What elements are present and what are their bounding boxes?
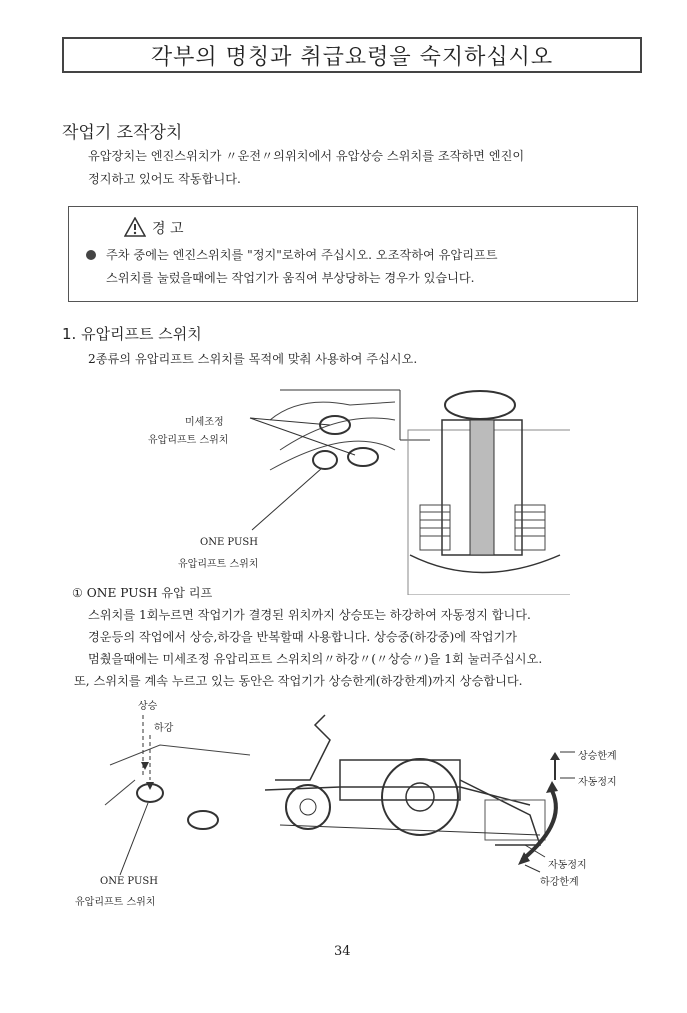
up-label: 상승 [138, 701, 158, 712]
fig2-onepush-label-2: 유압리프트 스위치 [75, 897, 156, 908]
item1-line-1: 스위치를 1회누르면 작업기가 결경된 위치까지 상승또는 하강하여 자동정지 합니다. [88, 608, 531, 622]
bullet-icon [86, 250, 96, 260]
fine-switch-label-2: 유압리프트 스위치 [148, 435, 229, 446]
item1-heading: ① ONE PUSH 유압 리프 [72, 586, 213, 600]
item1-line-2: 경운등의 작업에서 상승,하강을 반복할때 사용합니다. 상승중(하강중)에 작업기가 [88, 630, 518, 644]
upper-limit-label: 상승한계 [578, 751, 617, 762]
subsection-intro: 2종류의 유압리프트 스위치를 목적에 맞춰 사용하여 주십시오. [88, 352, 418, 366]
warning-line-1: 주차 중에는 엔진스위치를 "정지"로하여 주십시오. 오조작하여 유압리프트 [106, 248, 498, 262]
fig2-onepush-label-1: ONE PUSH [100, 876, 158, 887]
warning-icon [124, 217, 146, 241]
warning-heading: 경 고 [152, 221, 184, 237]
warning-line-2: 스위치를 눌렀을때에는 작업기가 움직여 부상당하는 경우가 있습니다. [106, 271, 475, 285]
onepush-label-1: ONE PUSH [200, 537, 258, 548]
item1-line-3: 멈췄을때에는 미세조정 유압리프트 스위치의〃하강〃(〃상승〃)을 1회 눌러주십시오. [88, 652, 543, 666]
auto-stop-bottom-label: 자동정지 [548, 860, 587, 871]
auto-stop-top-label: 자동정지 [578, 777, 617, 788]
section-heading: 작업기 조작장치 [62, 123, 183, 143]
onepush-label-2: 유압리프트 스위치 [178, 559, 259, 570]
lower-limit-label: 하강한계 [540, 877, 579, 888]
section-intro-line-1: 유압장치는 엔진스위치가 〃운전〃의위치에서 유압상승 스위치를 조작하면 엔진이 [88, 149, 525, 163]
down-label: 하강 [154, 723, 174, 734]
item1-line-4: 또, 스위치를 계속 누르고 있는 동안은 작업기가 상승한게(하강한계)까지 상승합니다. [74, 674, 523, 688]
subsection-heading: 1. 유압리프트 스위치 [62, 325, 202, 343]
fine-switch-label-1: 미세조정 [185, 417, 224, 428]
page-title: 각부의 명칭과 취급요령을 숙지하십시오 [62, 37, 642, 73]
page-number: 34 [334, 944, 351, 959]
section-intro-line-2: 정지하고 있어도 작동합니다. [88, 172, 241, 186]
